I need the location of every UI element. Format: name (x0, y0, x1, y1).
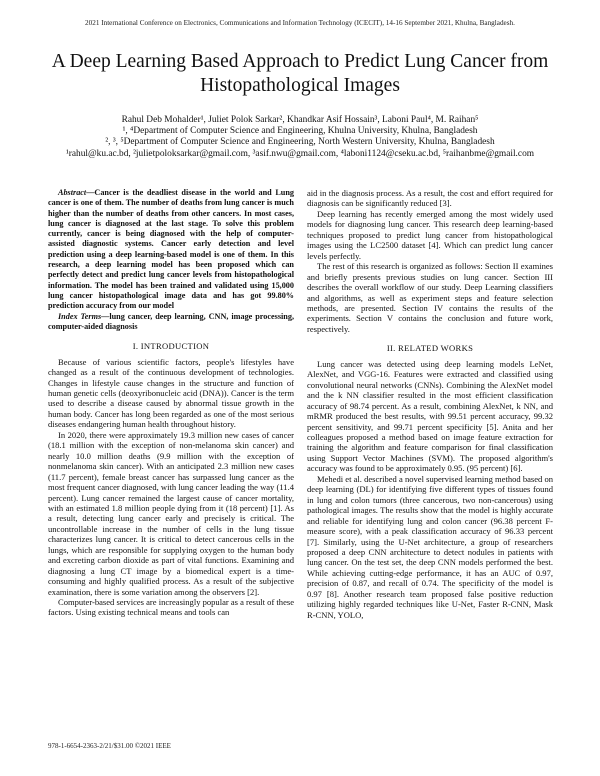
index-terms-text: —lung cancer, deep learning, CNN, image processing, computer-aided diagnosis (48, 311, 294, 331)
related-paragraph-2: Mehedi et al. described a novel supervised learning method based on deep learning (DL) for identifying five different types of tissues found in lung and colon tumors (three cancerous, two non-cancerous) using pathological images. The results show that the model is highly accurate and reliable for identifying lung and colon cancer (96.38 percent F-measure score), with a peak classification accuracy of 96.33 percent [7]. Similarly, using the U-Net architecture, a group of researchers proposed a deep CNN architecture to detect nodules in patients with lung cancer. On the test set, the deep CNN models performed the best. While achieving cutting-edge performance, it has an AUC of 0.97, precision of 0.87, and recall of 0.74. The specificity of the model is 0.97 [8]. Another research team proposed false positive reduction utilizing highly regarded techniques like U-Net, Faster R-CNN, Mask R-CNN, YOLO, (307, 473, 553, 620)
affiliation-1: ¹, ⁴Department of Computer Science and Engineering, Khulna University, Khulna, Bangladesh (122, 126, 478, 137)
paper-title: A Deep Learning Based Approach to Predict Lung Cancer from Histopathological Images (51, 51, 549, 96)
affiliation-2: ², ³, ⁵Department of Computer Science and Engineering, North Western University, Khulna, Bangladesh (105, 137, 495, 148)
intro-paragraph-4: Deep learning has recently emerged among the most widely used models for diagnosing lung cancer. This research deep learning-based techniques proposed to predict lung cancer from histopathological images using the LC2500 dataset [4]. Which can predict lung cancer levels perfectly. (307, 208, 553, 261)
abstract-text: —Cancer is the deadliest disease in the world and Lung cancer is one of them. The number of deaths from lung cancer is much higher than the number of deaths from other cancers. In most cases, lung cancer is diagnosed at the last stage. To solve this problem currently, cancer is being diagnosed with the help of computer-assisted diagnostic systems. Cancer early detection and level prediction using a deep learning-based model is one of them. In this research, a deep learning model has been proposed which can perfectly detect and predict lung cancer levels from histopathological information. The model has been trained and validated using 15,000 lung cancer histopathological image data and has got 99.80% prediction accuracy from our model (48, 188, 294, 311)
section-heading-introduction: I. INTRODUCTION (132, 341, 210, 352)
intro-paragraph-1: Because of various scientific factors, people's lifestyles have changed as a result of the continuous development of technologies. Changes in lifestyle cause changes in the structure and function of human genetic cells (deoxyribonucleic acid (DNA)). Cancer is the term used to describe a disease caused by abnormal tissue growth in the human body. Cancer has long been regarded as one of the most serious diseases endangering human health throughout history. (48, 356, 294, 430)
section-heading-related-works: II. RELATED WORKS (386, 343, 474, 354)
related-paragraph-1: Lung cancer was detected using deep learning models LeNet, AlexNet, and VGG-16. Features were extracted and classified using convolutional neural networks (CNNs). Combining the AlexNet model and the k NN classifier resulted in the most efficient classification accuracy of 98.74 percent. As a result, combining AlexNet, k NN, and mRMR produced the best results, with 99.51 percent accuracy, 99.32 percent sensitivity, and 99.71 percent specificity [5]. Anita and her colleagues proposed a method based on image feature extraction for training the algorithm and feature comparison for final classification using Support Vector Machines (SVM). The proposed algorithm's accuracy was found to be approximately 0.95. (95 percent) [6]. (307, 358, 553, 474)
right-column (307, 188, 553, 620)
abstract (48, 188, 294, 312)
intro-paragraph-3-continued: aid in the diagnosis process. As a result, the cost and effort required for diagnosis can be significantly reduced [3]. (307, 188, 553, 209)
intro-paragraph-5: The rest of this research is organized as follows: Section II examines and briefly presents previous studies on lung cancer. Section III describes the overall workflow of our study. Deep Learning classifiers and algorithms, as well as experiment steps and feature selection methods, are presented. Section IV contains the results of the experiments. Section V contains the conclusion and future work, respectively. (307, 261, 553, 334)
author-names: Rahul Deb Mohalder¹, Juliet Polok Sarkar², Khandkar Asif Hossain³, Laboni Paul⁴, M. Raihan⁵ (121, 115, 479, 125)
copyright-footer: 978-1-6654-2363-2/21/$31.00 ©2021 IEEE (48, 742, 171, 750)
conference-header: 2021 International Conference on Electronics, Communications and Information Technology (ICECIT), 14-16 September 2021, Khulna, Bangladesh. (85, 19, 515, 27)
index-terms (48, 312, 294, 333)
author-block (30, 115, 570, 160)
index-terms-label: Index Terms (58, 311, 102, 321)
intro-paragraph-3: Computer-based services are increasingly popular as a result of these factors. Using existing technical means and tools can (48, 597, 294, 618)
author-emails: ¹rahul@ku.ac.bd, ²julietpoloksarkar@gmail.com, ³asif.nwu@gmail.com, ⁴laboni1124@cseku.ac.bd, ⁵raihanbme@gmail.com (65, 148, 535, 159)
intro-paragraph-2: In 2020, there were approximately 19.3 million new cases of cancer (18.1 million with the exception of non-melanoma skin cancer) and nearly 10.0 million deaths (9.9 million with the exception of nonmelanoma skin cancer). With an anticipated 2.3 million new cases (11.7 percent), female breast cancer has surpassed lung cancer as the most frequent cancer diagnosed, with lung cancer leading the way (11.4 percent). Lung cancer remained the largest cause of cancer mortality, with an estimated 1.8 million people dying from it (18 percent) [1]. As a result, detecting lung cancer early and precisely is critical. The uncontrollable increase in the number of cells in the lung tissue characterizes lung cancer. It is critical to detect cancerous cells in the lungs, which are responsible for supplying oxygen to the human body and excreting carbon dioxide as part of vital functions. Examining and diagnosing a lung CT image by a biomedical expert is a time-consuming and highly qualified process. As a result of the subjective examination, there is some variation among the observers [2]. (48, 429, 294, 597)
abstract-label: Abstract (58, 188, 87, 197)
left-column (48, 188, 294, 618)
